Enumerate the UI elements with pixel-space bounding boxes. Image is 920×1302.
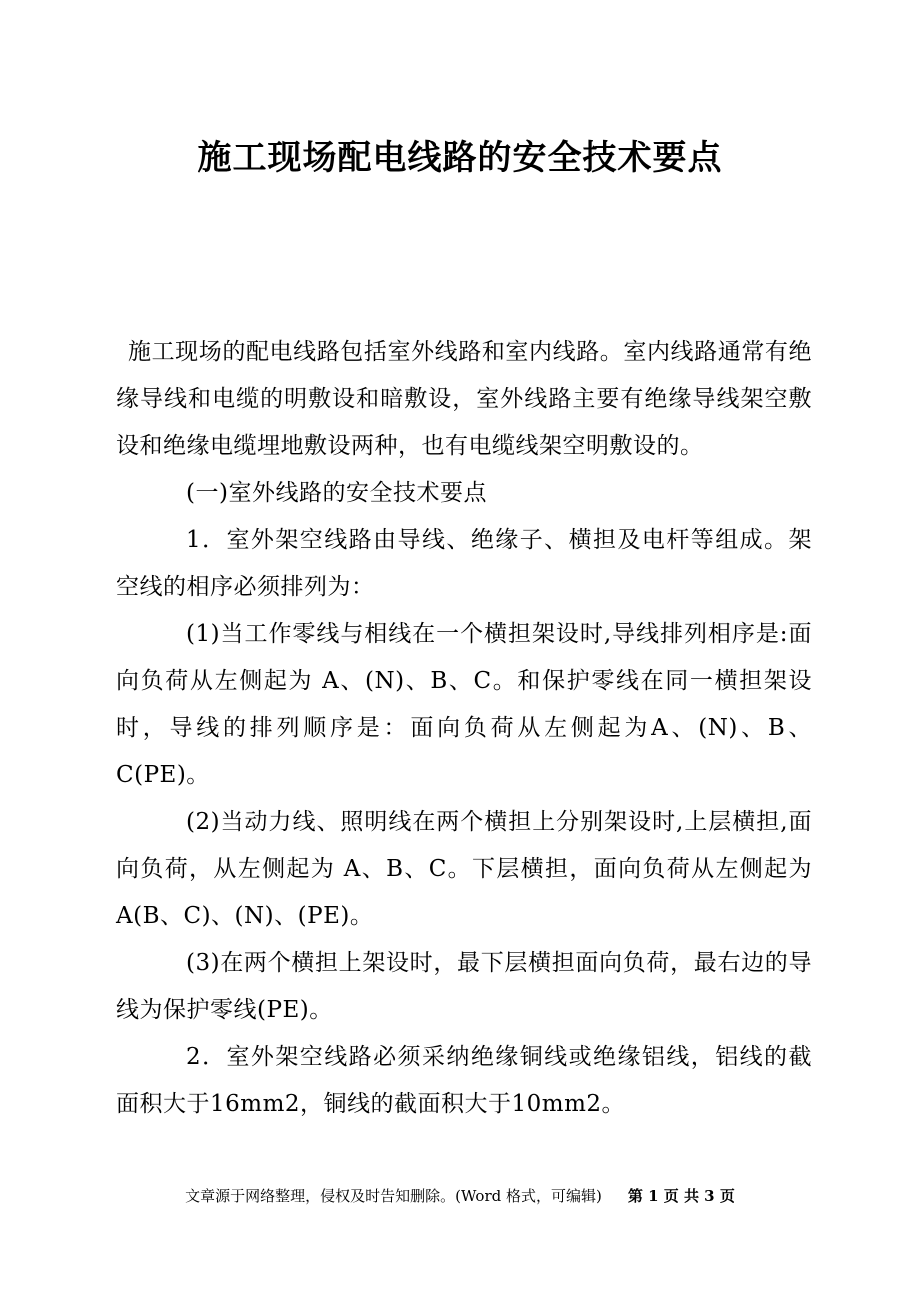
paragraph-item-2: 2．室外架空线路必须采纳绝缘铜线或绝缘铝线，铝线的截面积大于16mm2，铜线的截面积大于10mm2。 [116, 1044, 812, 1117]
document-title: 施工现场配电线路的安全技术要点 [197, 138, 723, 178]
page-number: 第 1 页 共 3 页 [627, 1187, 735, 1205]
document-body [116, 329, 812, 1128]
page-footer [0, 1184, 920, 1208]
section-heading-outdoor: (一)室外线路的安全技术要点 [186, 480, 487, 506]
paragraph-intro: 施工现场的配电线路包括室外线路和室内线路。室内线路通常有绝缘导线和电缆的明敷设和暗敷设，室外线路主要有绝缘导线架空敷设和绝缘电缆埋地敷设两种，也有电缆线架空明敷设的。 [116, 339, 812, 459]
paragraph-subitem-1: (1)当工作零线与相线在一个横担架设时,导线排列相序是:面向负荷从左侧起为 A、(N)、B、C。和保护零线在同一横担架设时，导线的排列顺序是：面向负荷从左侧起为A、(N)、B、C(PE)。 [116, 621, 812, 788]
paragraph-subitem-3: (3)在两个横担上架设时，最下层横担面向负荷，最右边的导线为保护零线(PE)。 [116, 950, 812, 1023]
footer-note: 文章源于网络整理，侵权及时告知删除。(Word 格式，可编辑) [185, 1187, 602, 1205]
paragraph-subitem-2: (2)当动力线、照明线在两个横担上分别架设时,上层横担,面向负荷，从左侧起为 A、B、C。下层横担，面向负荷从左侧起为A(B、C)、(N)、(PE)。 [116, 809, 812, 929]
paragraph-item-1: 1．室外架空线路由导线、绝缘子、横担及电杆等组成。架空线的相序必须排列为： [116, 527, 812, 600]
